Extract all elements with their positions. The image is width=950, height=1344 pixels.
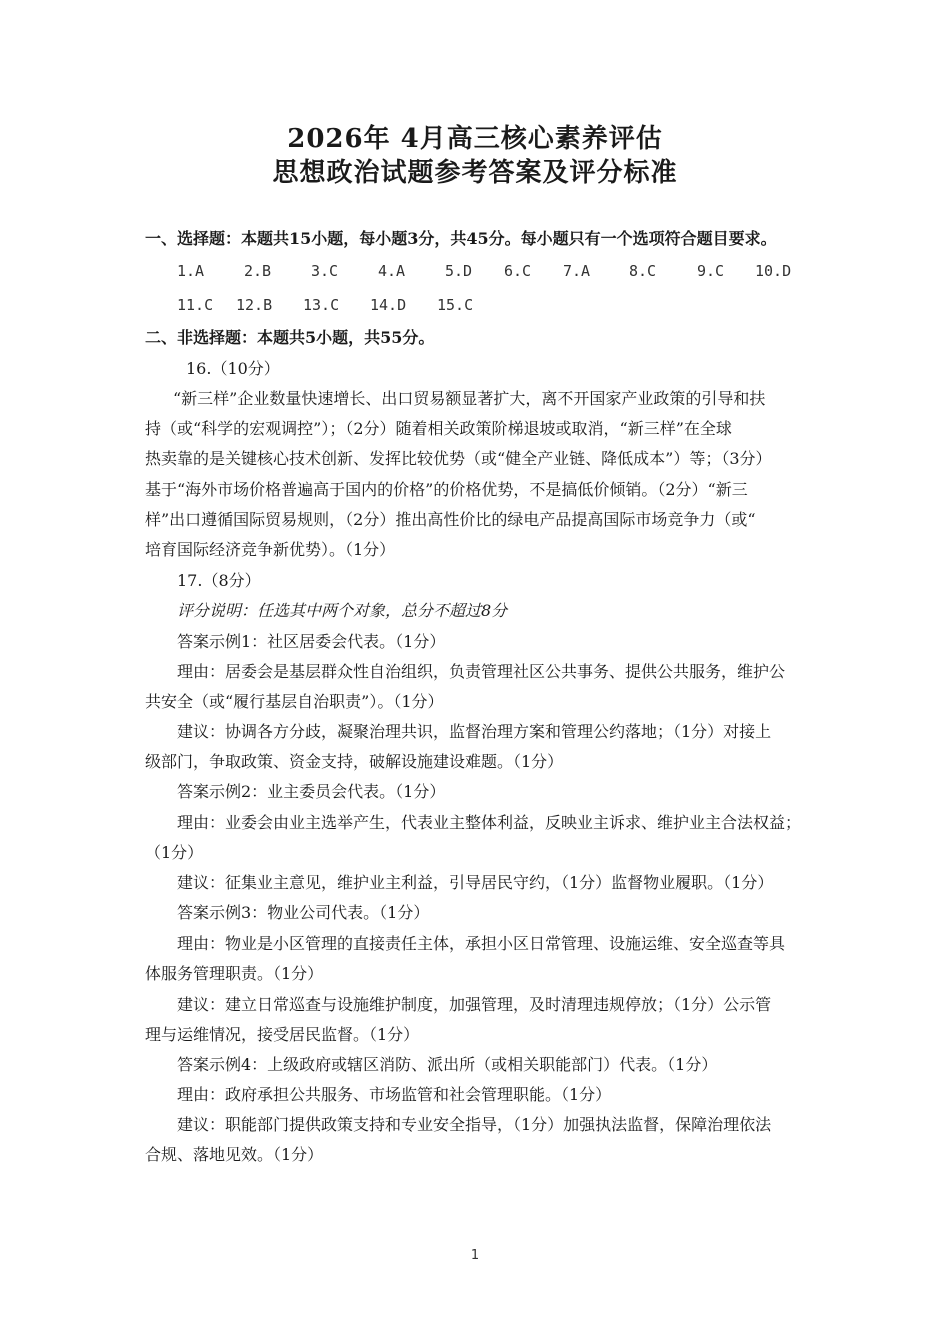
paragraph-line: 共安全（或“履行基层自治职责”）。（1分） [145,692,444,711]
answer-item: 5.D [445,262,473,280]
answer-example-heading: 答案示例4：上级政府或辖区消防、派出所（或相关职能部门）代表。（1分） [177,1055,718,1074]
paragraph-line: “新三样”企业数量快速增长、出口贸易额显著扩大，离不开国家产业政策的引导和扶 [173,389,766,408]
paragraph-line: 热卖靠的是关键核心技术创新、发挥比较优势（或“健全产业链、降低成本”）等；（3分） [145,449,772,468]
question-17-label: 17.（8分） [177,571,261,590]
answer-item: 6.C [504,262,532,280]
answer-item: 14.D [370,296,407,314]
answer-item: 1.A [177,262,205,280]
document-subtitle: 思想政治试题参考答案及评分标准 [272,158,678,188]
paragraph-line: 体服务管理职责。（1分） [145,964,324,983]
answer-item: 4.A [378,262,406,280]
answer-item: 9.C [697,262,725,280]
question-16-label: 16.（10分） [186,359,280,378]
paragraph-line: 基于“海外市场价格普遍高于国内的价格”的价格优势，不是搞低价倾销。（2分）“新三 [145,480,748,499]
answer-item: 2.B [244,262,272,280]
section2-heading: 二、非选择题：本题共5小题，共55分。 [145,328,435,347]
paragraph-line: 持（或“科学的宏观调控”）；（2分）随着相关政策阶梯退坡或取消，“新三样”在全球 [145,419,732,438]
paragraph-line: 理由：居委会是基层群众性自治组织，负责管理社区公共事务、提供公共服务，维护公 [177,662,786,681]
paragraph-line: 建议：职能部门提供政策支持和专业安全指导，（1分）加强执法监督，保障治理依法 [177,1115,772,1134]
page-number: 1 [470,1248,480,1263]
paragraph-line: 培育国际经济竞争新优势）。（1分） [145,540,396,559]
answer-example-heading: 答案示例3：物业公司代表。（1分） [177,903,430,922]
paragraph-line: 理与运维情况，接受居民监督。（1分） [145,1025,420,1044]
paragraph-line: 合规、落地见效。（1分） [145,1145,324,1164]
answer-example-heading: 答案示例1：社区居委会代表。（1分） [177,632,446,651]
scoring-note: 评分说明：任选其中两个对象，总分不超过8分 [177,601,508,620]
section1-heading: 一、选择题：本题共15小题，每小题3分，共45分。每小题只有一个选项符合题目要求。 [145,229,777,248]
answer-item: 13.C [303,296,340,314]
paragraph-line: 样”出口遵循国际贸易规则，（2分）推出高性价比的绿电产品提高国际市场竞争力（或“ [145,510,756,529]
paragraph-line: 理由：业委会由业主选举产生，代表业主整体利益，反映业主诉求、维护业主合法权益； [177,813,802,832]
paragraph-line: 建议：建立日常巡查与设施维护制度，加强管理，及时清理违规停放；（1分）公示管 [177,995,772,1014]
paragraph-line: 建议：征集业主意见，维护业主利益，引导居民守约，（1分）监督物业履职。（1分） [177,873,774,892]
answer-example-heading: 答案示例2：业主委员会代表。（1分） [177,782,446,801]
answer-item: 10.D [755,262,792,280]
paragraph-line: 建议：协调各方分歧，凝聚治理共识，监督治理方案和管理公约落地；（1分）对接上 [177,722,772,741]
paragraph-line: 理由：政府承担公共服务、市场监管和社会管理职能。（1分） [177,1085,612,1104]
answer-item: 12.B [236,296,273,314]
answer-item: 7.A [563,262,591,280]
paragraph-line: 级部门，争取政策、资金支持，破解设施建设难题。（1分） [145,752,564,771]
answer-item: 8.C [629,262,657,280]
paragraph-line: 理由：物业是小区管理的直接责任主体，承担小区日常管理、设施运维、安全巡查等具 [177,934,786,953]
answer-item: 11.C [177,296,214,314]
answer-item: 15.C [437,296,474,314]
document-title: 2026年 4月高三核心素养评估 [287,124,663,154]
paragraph-line: （1分） [145,843,204,862]
answer-item: 3.C [311,262,339,280]
